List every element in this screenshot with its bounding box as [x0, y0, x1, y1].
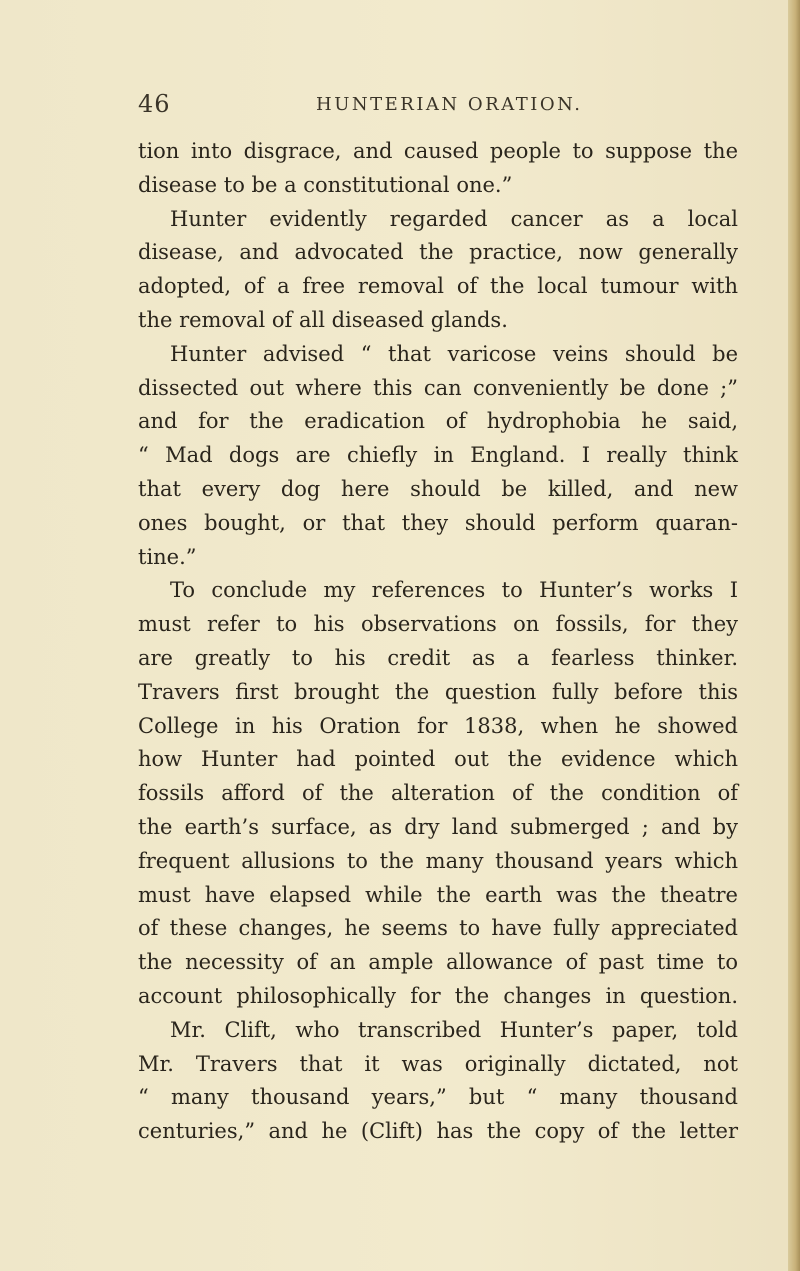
text-line: the necessity of an ample allowance of past time to [138, 950, 738, 975]
body-text [138, 135, 738, 1149]
text-line: how Hunter had pointed out the evidence which [138, 747, 738, 772]
text-line: are greatly to his credit as a fearless thinker. [138, 645, 738, 670]
text-line: adopted, of a free removal of the local tumour with [138, 274, 738, 299]
text-line: disease to be a constitutional one.” [138, 172, 513, 197]
text-line: College in his Oration for 1838, when he showed [138, 713, 738, 738]
text-line: Mr. Clift, who transcribed Hunter’s paper, told [170, 1017, 738, 1042]
text-line: dissected out where this can conveniently be done ;” [138, 375, 738, 400]
text-line: must refer to his observations on fossils, for they [138, 612, 738, 637]
text-line: account philosophically for the changes in question. [138, 983, 738, 1008]
text-line: Hunter evidently regarded cancer as a local [170, 206, 738, 231]
text-line: and for the eradication of hydrophobia he said, [138, 409, 738, 434]
page-edge [788, 0, 800, 1271]
text-line: tine.” [138, 544, 197, 569]
text-line: ones bought, or that they should perform quaran- [138, 510, 738, 535]
text-line: that every dog here should be killed, and new [138, 476, 738, 501]
text-line: “ Mad dogs are chiefly in England. I really think [138, 443, 738, 468]
text-line: To conclude my references to Hunter’s works I [170, 578, 738, 603]
text-line: Mr. Travers that it was originally dictated, not [138, 1051, 738, 1076]
text-line: frequent allusions to the many thousand years which [138, 848, 738, 873]
running-title: HUNTERIAN ORATION. [316, 94, 583, 115]
text-line: “ many thousand years,” but “ many thousand [138, 1085, 738, 1110]
text-line: must have elapsed while the earth was the theatre [138, 882, 738, 907]
page-number: 46 [138, 90, 171, 118]
text-line: centuries,” and he (Clift) has the copy of the letter [138, 1119, 738, 1144]
text-line: tion into disgrace, and caused people to suppose the [138, 139, 738, 163]
text-line: the earth’s surface, as dry land submerged ; and by [138, 814, 738, 839]
text-line: disease, and advocated the practice, now generally [138, 240, 738, 265]
text-line: fossils afford of the alteration of the condition of [138, 781, 738, 806]
text-line: the removal of all diseased glands. [138, 307, 508, 332]
text-line: Travers first brought the question fully before this [138, 679, 738, 704]
text-line: of these changes, he seems to have fully appreciated [138, 916, 738, 941]
text-line: Hunter advised “ that varicose veins should be [170, 341, 738, 366]
running-head [138, 90, 733, 120]
